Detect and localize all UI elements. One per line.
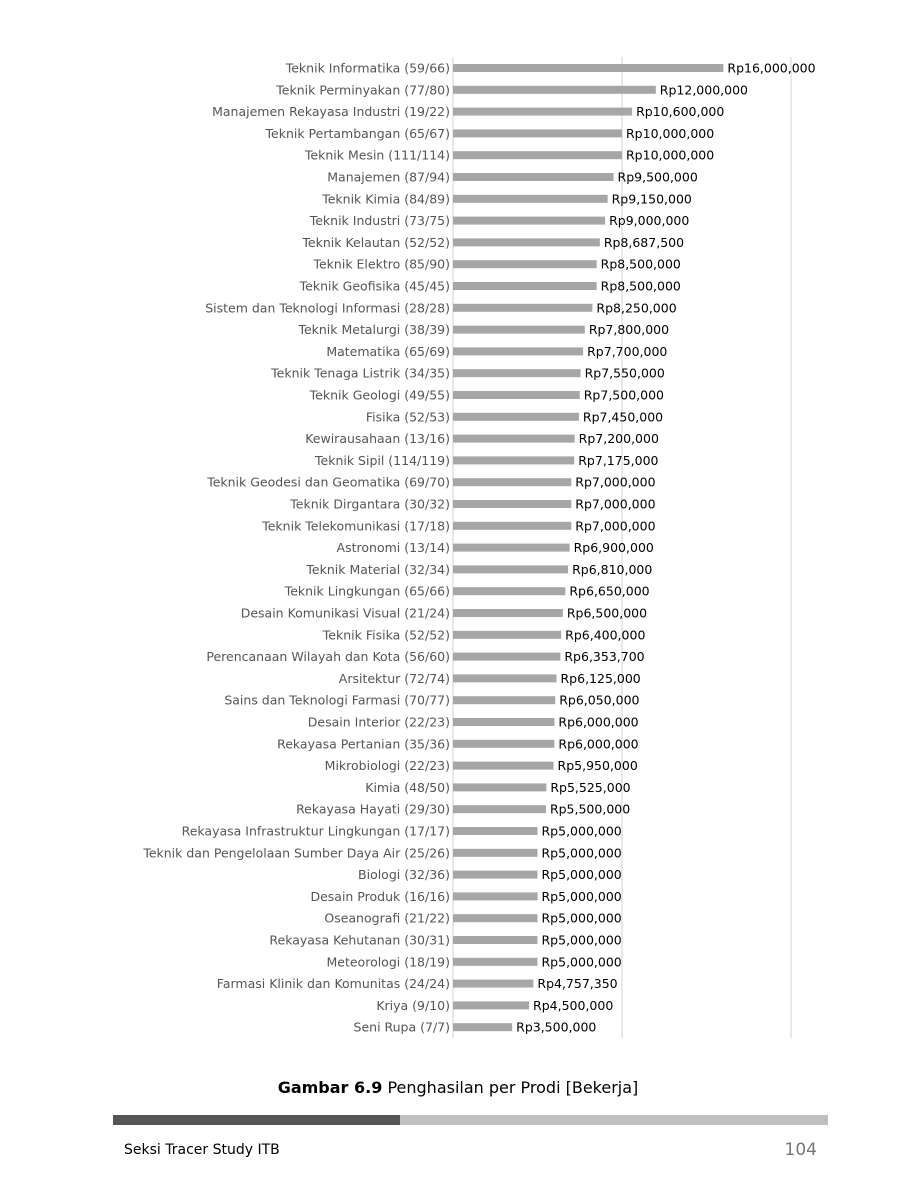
value-label: Rp10,000,000 <box>626 147 715 163</box>
category-label: Mikrobiologi (22/23) <box>324 758 450 774</box>
bar <box>453 391 580 399</box>
footer-source: Seksi Tracer Study ITB <box>124 1142 280 1158</box>
value-label: Rp4,757,350 <box>537 976 618 992</box>
category-label: Teknik Material (32/34) <box>306 561 450 577</box>
bar <box>453 347 583 355</box>
value-label: Rp6,050,000 <box>559 692 640 708</box>
bar <box>453 217 605 225</box>
bar <box>453 827 538 835</box>
bar <box>453 718 554 726</box>
page-number: 104 <box>784 1140 817 1160</box>
category-label: Teknik Geodesi dan Geomatika (69/70) <box>207 474 450 490</box>
value-label: Rp5,950,000 <box>557 758 638 774</box>
value-label: Rp10,000,000 <box>626 125 715 141</box>
category-label: Teknik Telekomunikasi (17/18) <box>262 518 450 534</box>
category-label: Teknik Elektro (85/90) <box>313 256 450 272</box>
category-label: Farmasi Klinik dan Komunitas (24/24) <box>216 976 450 992</box>
value-label: Rp3,500,000 <box>516 1019 597 1035</box>
value-label: Rp6,650,000 <box>569 583 650 599</box>
bar <box>453 326 585 334</box>
value-label: Rp9,000,000 <box>609 213 690 229</box>
bar <box>453 304 592 312</box>
category-label: Teknik Geologi (49/55) <box>309 387 450 403</box>
bar <box>453 413 579 421</box>
bar <box>453 435 575 443</box>
value-label: Rp9,500,000 <box>617 169 698 185</box>
category-label: Teknik Industri (73/75) <box>309 213 450 229</box>
category-label: Desain Komunikasi Visual (21/24) <box>240 605 450 621</box>
value-label: Rp7,550,000 <box>584 365 665 381</box>
category-label: Meteorologi (18/19) <box>326 954 450 970</box>
category-label: Teknik dan Pengelolaan Sumber Daya Air (25/26) <box>143 845 450 861</box>
category-label: Biologi (32/36) <box>358 867 450 883</box>
bar <box>453 849 538 857</box>
figure-caption <box>0 1078 916 1097</box>
category-labels <box>142 61 450 1035</box>
category-label: Teknik Kelautan (52/52) <box>302 234 450 250</box>
value-label: Rp6,000,000 <box>558 714 639 730</box>
value-label: Rp5,000,000 <box>541 954 622 970</box>
category-label: Arsitektur (72/74) <box>338 670 450 686</box>
value-label: Rp6,900,000 <box>573 540 654 556</box>
category-label: Manajemen (87/94) <box>327 169 450 185</box>
bar <box>453 936 538 944</box>
category-label: Teknik Pertambangan (65/67) <box>265 125 450 141</box>
value-label: Rp5,525,000 <box>550 779 631 795</box>
category-label: Sains dan Teknologi Farmasi (70/77) <box>224 692 450 708</box>
value-label: Rp7,175,000 <box>578 452 659 468</box>
category-label: Oseanografi (21/22) <box>324 910 450 926</box>
value-label: Rp8,250,000 <box>596 300 677 316</box>
bar <box>453 587 565 595</box>
value-label: Rp9,150,000 <box>611 191 692 207</box>
value-label: Rp7,000,000 <box>575 496 656 512</box>
bar <box>453 1001 529 1009</box>
category-label: Desain Produk (16/16) <box>310 888 450 904</box>
value-label: Rp7,500,000 <box>583 387 664 403</box>
footer-rule-light <box>400 1115 828 1125</box>
value-label: Rp8,500,000 <box>600 256 681 272</box>
category-label: Teknik Mesin (111/114) <box>304 147 450 163</box>
bar <box>453 129 622 137</box>
category-label: Rekayasa Infrastruktur Lingkungan (17/17) <box>181 823 450 839</box>
value-label: Rp4,500,000 <box>533 997 614 1013</box>
value-label: Rp16,000,000 <box>727 60 816 76</box>
bar <box>453 456 574 464</box>
bar <box>453 631 561 639</box>
category-label: Rekayasa Pertanian (35/36) <box>277 736 450 752</box>
category-label: Desain Interior (22/23) <box>307 714 450 730</box>
bar <box>453 783 546 791</box>
category-label: Fisika (52/53) <box>365 409 450 425</box>
bar <box>453 478 571 486</box>
value-label: Rp6,000,000 <box>558 736 639 752</box>
bar <box>453 86 656 94</box>
value-label: Rp7,000,000 <box>575 474 656 490</box>
value-label: Rp12,000,000 <box>659 82 749 98</box>
value-label: Rp6,400,000 <box>565 627 646 643</box>
bar <box>453 195 608 203</box>
category-label: Teknik Geofisika (45/45) <box>299 278 450 294</box>
value-label: Rp10,600,000 <box>636 104 725 120</box>
value-label: Rp7,000,000 <box>575 518 656 534</box>
category-label: Rekayasa Hayati (29/30) <box>296 801 450 817</box>
bar <box>453 282 597 290</box>
category-label: Astronomi (13/14) <box>336 540 450 556</box>
value-label: Rp6,353,700 <box>564 649 645 665</box>
bar <box>453 980 533 988</box>
bar <box>453 108 632 116</box>
bar <box>453 260 597 268</box>
value-label: Rp5,000,000 <box>541 932 622 948</box>
value-label: Rp7,800,000 <box>588 322 670 338</box>
category-label: Teknik Sipil (114/119) <box>315 452 450 468</box>
category-label: Teknik Dirgantara (30/32) <box>290 496 450 512</box>
value-label: Rp8,500,000 <box>600 278 681 294</box>
category-label: Perencanaan Wilayah dan Kota (56/60) <box>206 649 450 665</box>
figure-caption-text: Penghasilan per Prodi [Bekerja] <box>387 1078 639 1097</box>
bar <box>453 871 538 879</box>
category-label: Teknik Kimia (84/89) <box>322 191 450 207</box>
value-label: Rp6,810,000 <box>572 561 653 577</box>
category-label: Kewirausahaan (13/16) <box>305 431 450 447</box>
category-label: Teknik Perminyakan (77/80) <box>276 82 450 98</box>
value-label: Rp7,200,000 <box>578 431 659 447</box>
value-label: Rp6,500,000 <box>566 605 648 621</box>
value-label: Rp5,000,000 <box>541 823 622 839</box>
value-label: Rp5,000,000 <box>541 888 622 904</box>
bar <box>453 1023 512 1031</box>
footer-rule-dark <box>113 1115 400 1125</box>
category-label: Kriya (9/10) <box>376 997 450 1013</box>
bar <box>453 696 555 704</box>
bar <box>453 653 560 661</box>
category-label: Manajemen Rekayasa Industri (19/22) <box>212 104 450 120</box>
figure-label: Gambar 6.9 <box>277 1078 383 1097</box>
category-label: Teknik Metalurgi (38/39) <box>298 322 450 338</box>
bar <box>453 522 571 530</box>
bar <box>453 151 622 159</box>
value-label: Rp8,687,500 <box>603 234 685 250</box>
value-label: Rp7,700,000 <box>587 343 668 359</box>
bar <box>453 805 546 813</box>
bar <box>453 958 538 966</box>
value-label: Rp7,450,000 <box>582 409 664 425</box>
bar <box>453 369 581 377</box>
category-label: Rekayasa Kehutanan (30/31) <box>269 932 450 948</box>
bar <box>453 609 563 617</box>
category-label: Teknik Informatika (59/66) <box>285 60 450 76</box>
bar <box>453 64 723 72</box>
value-label: Rp5,000,000 <box>541 867 622 883</box>
bar <box>453 762 554 770</box>
category-label: Kimia (48/50) <box>365 779 450 795</box>
category-label: Sistem dan Teknologi Informasi (28/28) <box>205 300 450 316</box>
value-label: Rp5,500,000 <box>549 801 631 817</box>
bar <box>453 674 557 682</box>
bar <box>453 740 554 748</box>
bar <box>453 238 600 246</box>
bar <box>453 914 538 922</box>
bar <box>453 565 568 573</box>
value-label: Rp5,000,000 <box>541 845 622 861</box>
bar <box>453 500 571 508</box>
category-label: Matematika (65/69) <box>326 343 450 359</box>
category-label: Teknik Lingkungan (65/66) <box>284 583 450 599</box>
value-label: Rp6,125,000 <box>560 670 641 686</box>
category-label: Teknik Tenaga Listrik (34/35) <box>271 365 450 381</box>
bar <box>453 544 570 552</box>
category-label: Teknik Fisika (52/52) <box>322 627 450 643</box>
bar <box>453 892 538 900</box>
bar <box>453 173 614 181</box>
value-label: Rp5,000,000 <box>541 910 622 926</box>
category-label: Seni Rupa (7/7) <box>353 1019 450 1035</box>
